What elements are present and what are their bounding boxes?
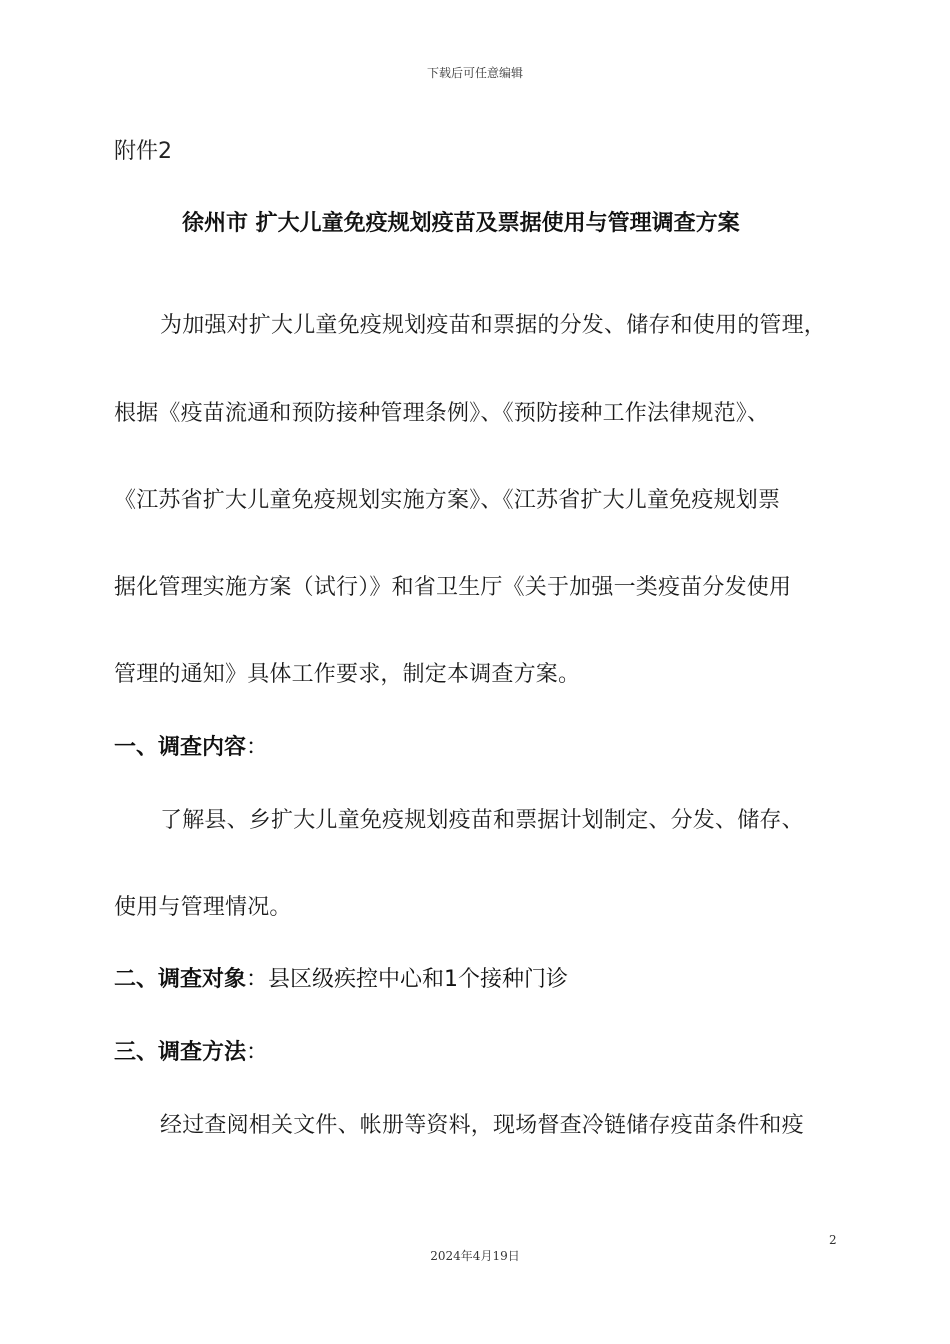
section-heading-method [114,1035,268,1066]
intro-line: 《江苏省扩大儿童免疫规划实施方案》、《江苏省扩大儿童免疫规划票 [114,488,781,513]
header-note: 下载后可任意编辑 [426,66,523,80]
section-heading-suffix: ： [246,1040,269,1065]
section-body-line: 使用与管理情况。 [114,895,292,920]
section-heading-label: 三、调查方法 [114,1040,247,1065]
section-body-line: 了解县、乡扩大儿童免疫规划疫苗和票据计划制定、分发、储存、 [160,808,804,833]
intro-line: 管理的通知》具体工作要求，制定本调查方案。 [114,662,581,687]
intro-line: 为加强对扩大儿童免疫规划疫苗和票据的分发、储存和使用的管理， [160,313,827,338]
section-heading-suffix: ：县区级疾控中心和1个接种门诊 [246,967,569,992]
section-heading-content [114,730,268,761]
intro-line: 据化管理实施方案（试行）》和省卫生厅《关于加强一类疫苗分发使用 [114,575,792,600]
section-body-line: 经过查阅相关文件、帐册等资料，现场督查冷链储存疫苗条件和疫 [160,1113,804,1138]
attachment-label: 附件2 [114,139,172,164]
section-heading-target [114,962,568,993]
page-number: 2 [829,1233,837,1247]
section-heading-label: 一、调查内容 [114,735,247,760]
footer-date: 2024年4月19日 [430,1249,520,1263]
section-heading-label: 二、调查对象 [114,967,247,992]
section-heading-suffix: ： [246,735,269,760]
document-title: 徐州市 扩大儿童免疫规划疫苗及票据使用与管理调查方案 [182,211,740,236]
intro-line: 根据《疫苗流通和预防接种管理条例》、《预防接种工作法律规范》、 [114,401,770,426]
